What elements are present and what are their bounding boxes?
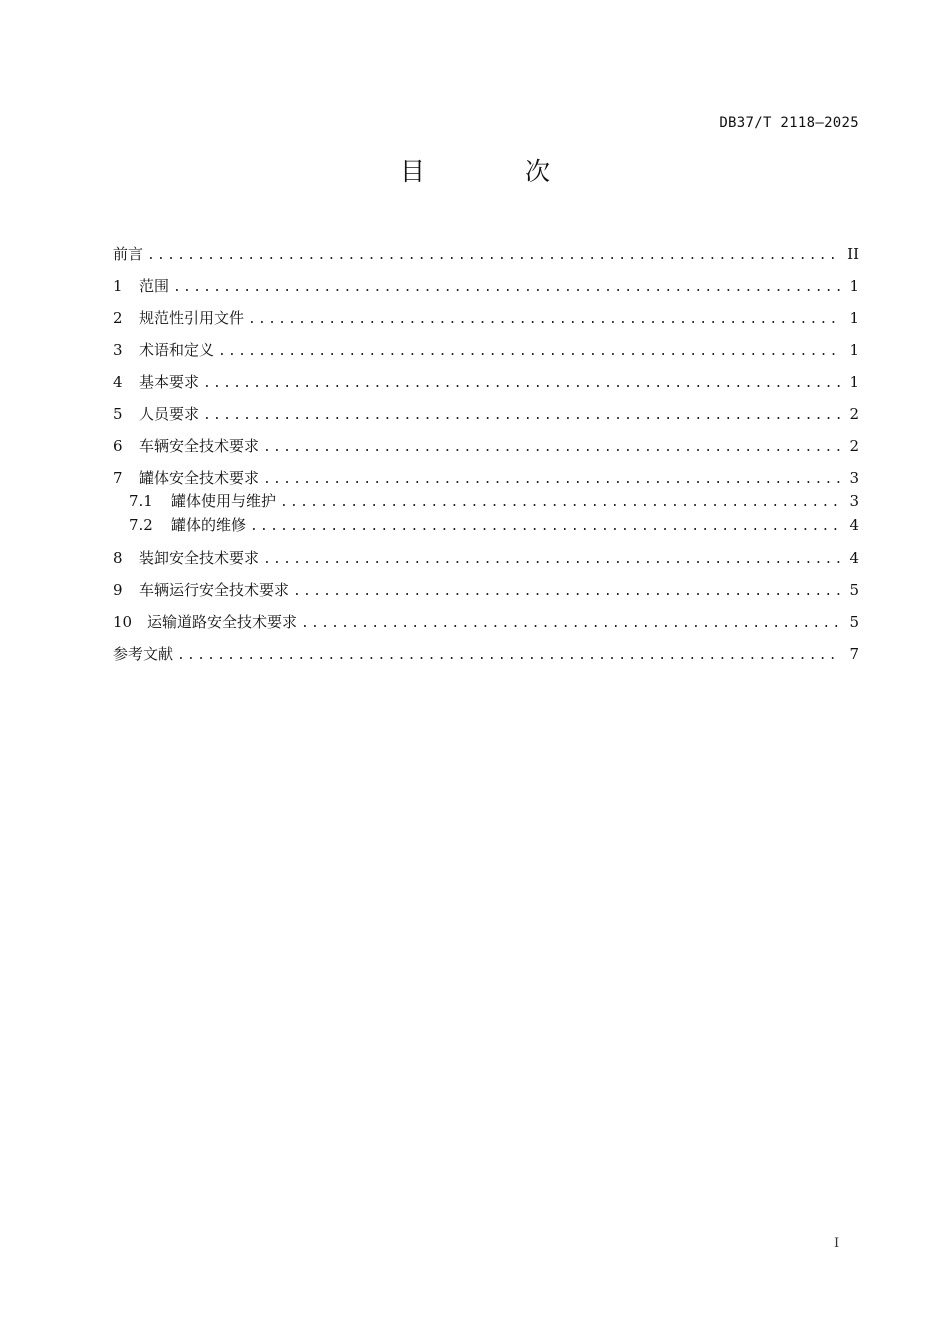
toc-entry-number: 7 xyxy=(113,469,123,487)
toc-entry-page: 1 xyxy=(849,309,859,327)
page-title: 目 次 xyxy=(400,157,596,186)
toc-entry-2[interactable] xyxy=(113,302,859,334)
toc-entry-page: II xyxy=(847,245,859,263)
toc-entry-number: 5 xyxy=(113,405,123,423)
dot-leader xyxy=(177,640,841,672)
toc-entry-label: 罐体使用与维护 xyxy=(171,492,277,510)
toc-entry-foreword[interactable] xyxy=(113,238,859,270)
toc-entry-label: 参考文献 xyxy=(113,645,174,663)
toc-entry-references[interactable] xyxy=(113,638,859,670)
toc-entry-page: 4 xyxy=(849,516,859,534)
toc-entry-number: 6 xyxy=(113,437,123,455)
toc-entry-number: 10 xyxy=(113,613,133,631)
toc-entry-page: 2 xyxy=(849,405,859,423)
toc-entry-label: 车辆安全技术要求 xyxy=(139,437,260,455)
toc-entry-page: 1 xyxy=(849,277,859,295)
toc-entry-number: 2 xyxy=(113,309,123,327)
toc-entry-5[interactable] xyxy=(113,398,859,430)
dot-leader xyxy=(203,400,841,432)
dot-leader xyxy=(250,515,841,539)
toc-entry-9[interactable] xyxy=(113,574,859,606)
dot-leader xyxy=(147,240,841,272)
toc-entry-label: 人员要求 xyxy=(139,405,200,423)
toc-entry-label: 车辆运行安全技术要求 xyxy=(139,581,290,599)
toc-entry-4[interactable] xyxy=(113,366,859,398)
toc-entry-label: 罐体安全技术要求 xyxy=(139,469,260,487)
toc-entry-3[interactable] xyxy=(113,334,859,366)
toc-entry-label: 罐体的维修 xyxy=(171,516,247,534)
document-code: DB37/T 2118—2025 xyxy=(719,115,859,131)
dot-leader xyxy=(263,432,841,464)
toc-entry-8[interactable] xyxy=(113,542,859,574)
toc-entry-page: 3 xyxy=(849,492,859,510)
toc-entry-10[interactable] xyxy=(113,606,859,638)
toc-entry-number: 4 xyxy=(113,373,123,391)
toc-entry-6[interactable] xyxy=(113,430,859,462)
toc-entry-page: 1 xyxy=(849,373,859,391)
toc-entry-label: 术语和定义 xyxy=(139,341,215,359)
toc-entry-page: 5 xyxy=(849,613,859,631)
toc-entry-label: 装卸安全技术要求 xyxy=(139,549,260,567)
dot-leader xyxy=(218,336,841,368)
toc-entry-page: 5 xyxy=(849,581,859,599)
toc-entry-number: 3 xyxy=(113,341,123,359)
toc-entry-number: 1 xyxy=(113,277,123,295)
toc-entry-1[interactable] xyxy=(113,270,859,302)
toc-entry-page: 4 xyxy=(849,549,859,567)
toc-entry-label: 前言 xyxy=(113,245,144,263)
dot-leader xyxy=(293,576,841,608)
toc-entry-number: 7.2 xyxy=(129,516,153,534)
toc-entry-label: 范围 xyxy=(139,277,170,295)
dot-leader xyxy=(248,304,841,336)
toc-entry-7-1[interactable] xyxy=(113,489,859,513)
toc-entry-7-2[interactable] xyxy=(113,513,859,537)
page-number: I xyxy=(834,1236,840,1251)
toc-entry-number: 9 xyxy=(113,581,123,599)
toc-entry-page: 3 xyxy=(849,469,859,487)
toc-entry-label: 基本要求 xyxy=(139,373,200,391)
toc-entry-label: 运输道路安全技术要求 xyxy=(147,613,298,631)
toc-entry-page: 2 xyxy=(849,437,859,455)
toc-entry-page: 7 xyxy=(849,645,859,663)
toc-entry-number: 8 xyxy=(113,549,123,567)
dot-leader xyxy=(301,608,841,640)
dot-leader xyxy=(263,544,841,576)
table-of-contents xyxy=(113,238,859,670)
dot-leader xyxy=(173,272,841,304)
toc-entry-label: 规范性引用文件 xyxy=(139,309,245,327)
toc-entry-number: 7.1 xyxy=(129,492,153,510)
toc-entry-page: 1 xyxy=(849,341,859,359)
dot-leader xyxy=(203,368,841,400)
dot-leader xyxy=(280,491,841,515)
